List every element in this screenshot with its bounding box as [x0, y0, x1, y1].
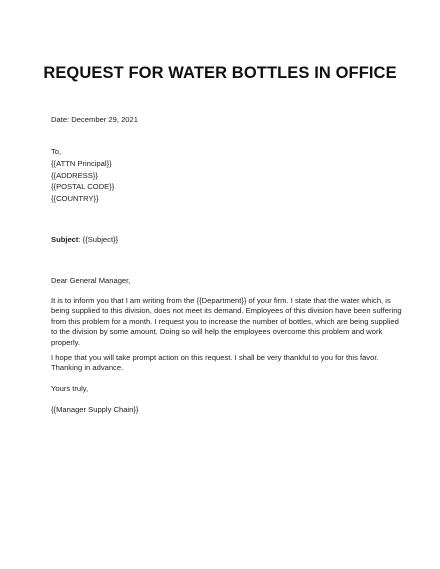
recipient-country: {{COUNTRY}}	[51, 194, 99, 204]
signature: {{Manager Supply Chain}}	[51, 405, 139, 414]
document-title: REQUEST FOR WATER BOTTLES IN OFFICE	[43, 64, 397, 82]
recipient-address: {{ADDRESS}}	[51, 170, 98, 180]
salutation: Dear General Manager,	[51, 276, 131, 285]
subject-label: Subject	[51, 235, 79, 244]
paragraph-line: Thanking in advance.	[51, 363, 124, 373]
recipient-block	[51, 147, 391, 206]
recipient-postal-code: {{POSTAL CODE}}	[51, 182, 115, 192]
paragraph-line: properly.	[51, 337, 80, 347]
body-paragraph-1	[51, 296, 402, 348]
recipient-name: {{ATTN Principal}}	[51, 158, 112, 168]
subject-line	[51, 235, 391, 246]
paragraph-line: from this problem for a month. I request you to increase the number of bottles, which are being supplied	[51, 316, 399, 326]
subject-value: : {{Subject}}	[78, 235, 119, 244]
date-line: Date: December 29, 2021	[51, 115, 138, 124]
recipient-to: To,	[51, 147, 62, 156]
paragraph-line: to the division by some amount. Doing so will help the employees overcome this problem and work	[51, 327, 383, 337]
body-paragraph-2	[51, 353, 391, 374]
paragraph-line: being supplied to this division, does not meet its demand. Employees of this division have been suffering	[51, 306, 402, 316]
closing: Yours truly,	[51, 384, 89, 393]
paragraph-line: I hope that you will take prompt action on this request. I shall be very thankful to you for this favor.	[51, 353, 379, 362]
paragraph-line: It is to inform you that I am writing from the {{Department}} of your firm. I state that the water which, is	[51, 296, 391, 305]
